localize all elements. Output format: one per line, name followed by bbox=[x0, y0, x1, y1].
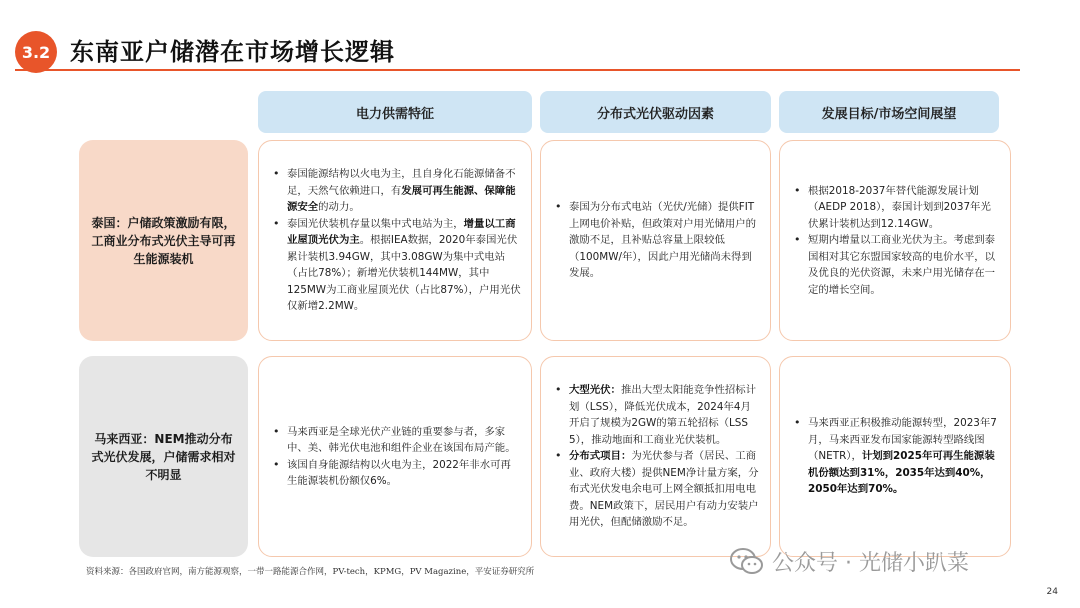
cell-malaysia-drivers bbox=[540, 356, 771, 557]
cell-malaysia-outlook bbox=[779, 356, 1011, 557]
cell-malaysia-power-supply bbox=[258, 356, 532, 557]
cell-thailand-drivers bbox=[540, 140, 771, 341]
row-label-malaysia: 马来西亚：NEM推动分布式光伏发展，户储需求相对不明显 bbox=[79, 356, 248, 557]
bold-text: 大型光伏： bbox=[569, 384, 621, 397]
column-header-drivers: 分布式光伏驱动因素 bbox=[540, 91, 771, 133]
page-title: 东南亚户储潜在市场增长逻辑 bbox=[70, 37, 395, 66]
bullet-list bbox=[553, 199, 760, 282]
bullet-list bbox=[271, 424, 521, 490]
wechat-icon bbox=[730, 547, 764, 577]
bullet-item: • 泰国为分布式电站（光伏/光储）提供FIT上网电价补贴，但政策对户用光储用户的激励不足，且补贴总容量上限较低（100MW/年），因此户用光储尚未得到发展。 bbox=[553, 199, 760, 282]
bold-text: 增量以工商业屋顶光伏为主 bbox=[287, 217, 516, 247]
column-header-power-supply: 电力供需特征 bbox=[258, 91, 532, 133]
bold-text: 发展可再生能源、保障能源安全 bbox=[287, 184, 516, 214]
watermark bbox=[730, 546, 969, 577]
bullet-item: • 马来西亚正积极推动能源转型，2023年7月，马来西亚发布国家能源转型路线图（NETR），计划到2025年可再生能源装机份额达到31%，2035年达到40%，2050年达到70%。 bbox=[792, 415, 1000, 498]
watermark-text: 公众号 · 光储小趴菜 bbox=[772, 551, 969, 576]
bullet-list bbox=[792, 415, 1000, 498]
bold-text: 分布式项目： bbox=[569, 450, 632, 463]
bullet-item: • 分布式项目：为光伏参与者（居民、工商业、政府大楼）提供NEM净计量方案，分布式光伏发电余电可上网全额抵扣用电电费。NEM政策下，居民用户有动力安装户用光伏，但配储激励不足。 bbox=[553, 448, 760, 531]
bullet-item: • 大型光伏：推出大型太阳能竞争性招标计划（LSS），降低光伏成本，2024年4月开启了规模为2GW的第五轮招标（LSS 5），推动地面和工商业光伏装机。 bbox=[553, 382, 760, 448]
bullet-list bbox=[553, 382, 760, 531]
column-header-outlook: 发展目标/市场空间展望 bbox=[779, 91, 999, 133]
bullet-item: • 根据2018-2037年替代能源发展计划（AEDP 2018），泰国计划到2037年光伏累计装机达到12.14GW。 bbox=[792, 183, 1000, 233]
bullet-item: • 泰国能源结构以火电为主，且自身化石能源储备不足，天然气依赖进口，有发展可再生能源、保障能源安全的动力。 bbox=[271, 166, 521, 216]
page-number: 24 bbox=[1046, 587, 1058, 597]
cell-thailand-outlook bbox=[779, 140, 1011, 341]
bullet-item: • 该国自身能源结构以火电为主，2022年非水可再生能源装机份额仅6%。 bbox=[271, 457, 521, 490]
title-divider bbox=[15, 69, 1020, 71]
cell-thailand-power-supply bbox=[258, 140, 532, 341]
bullet-list bbox=[792, 183, 1000, 299]
row-label-thailand: 泰国：户储政策激励有限，工商业分布式光伏主导可再生能源装机 bbox=[79, 140, 248, 341]
bold-text: 计划到2025年可再生能源装机份额达到31%，2035年达到40%，2050年达到70%。 bbox=[808, 450, 995, 496]
bullet-item: • 泰国光伏装机存量以集中式电站为主，增量以工商业屋顶光伏为主。根据IEA数据，2020年泰国光伏累计装机3.94GW，其中3.08GW为集中式电站（占比78%）；新增光伏装机144MW，其中125MW为工商业屋顶光伏（占比87%），户用光伏仅新增2.2MW。 bbox=[271, 216, 521, 315]
bullet-list bbox=[271, 166, 521, 315]
section-number-badge: 3.2 bbox=[15, 31, 57, 73]
source-footnote: 资料来源：各国政府官网，南方能源观察，一带一路能源合作网，PV-tech，KPMG，PV Magazine，平安证券研究所 bbox=[86, 567, 535, 577]
bullet-item: • 短期内增量以工商业光伏为主。考虑到泰国相对其它东盟国家较高的电价水平，以及优良的光伏资源，未来户用光储存在一定的增长空间。 bbox=[792, 232, 1000, 298]
bullet-item: • 马来西亚是全球光伏产业链的重要参与者，多家中、美、韩光伏电池和组件企业在该国布局产能。 bbox=[271, 424, 521, 457]
